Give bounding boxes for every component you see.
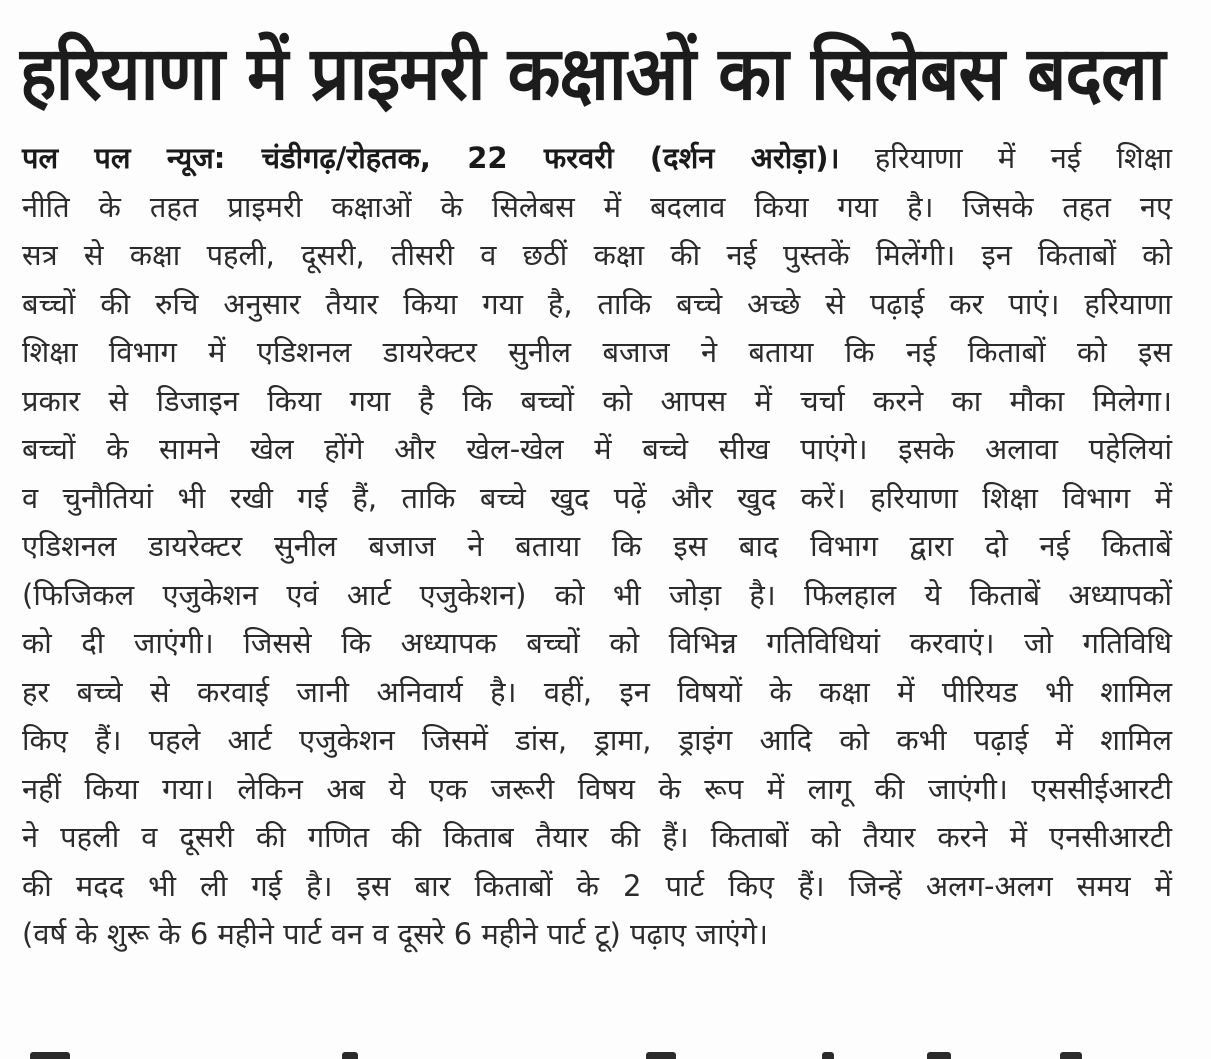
ink-fragment [30,1052,70,1059]
ink-fragment [342,1052,358,1059]
article-line: ने पहली व दूसरी की गणित की किताब तैयार की हैं। किताबों को तैयार करने में एनसीआरटी [22,820,1172,854]
ink-fragment [1060,1052,1082,1059]
cropped-next-line-fragment [22,1046,1172,1059]
ink-fragment [646,1052,676,1059]
article-line: किए हैं। पहले आर्ट एजुकेशन जिसमें डांस, ड्रामा, ड्राइंग आदि को कभी पढ़ाई में शामिल [22,723,1172,757]
article-line: बच्चों के सामने खेल होंगे और खेल-खेल में बच्चे सीख पाएंगे। इसके अलावा पहेलियां [22,432,1172,466]
ink-fragment [822,1052,834,1059]
article-line-1-text: हरियाणा में नई शिक्षा [839,141,1172,175]
article-line-1 [22,134,1172,183]
article-line: की मदद भी ली गई है। इस बार किताबों के 2 पार्ट किए हैं। जिन्हें अलग-अलग समय में [22,868,1172,903]
article-line: प्रकार से डिजाइन किया गया है कि बच्चों को आपस में चर्चा करने का मौका मिलेगा। [22,383,1172,418]
article-line: को दी जाएंगी। जिससे कि अध्यापक बच्चों को विभिन्न गतिविधियां करवाएं। जो गतिविधि [22,626,1172,660]
article-line: हर बच्चे से करवाई जानी अनिवार्य है। वहीं, इन विषयों के कक्षा में पीरियड भी शामिल [22,674,1172,709]
dateline: पल पल न्यूज: चंडीगढ़/रोहतक, 22 फरवरी (दर्शन अरोड़ा)। [22,141,840,175]
article-line: सत्र से कक्षा पहली, दूसरी, तीसरी व छठीं कक्षा की नई पुस्तकें मिलेंगी। इन किताबों को [22,238,1172,272]
article-line: (फिजिकल एजुकेशन एवं आर्ट एजुकेशन) को भी जोड़ा है। फिलहाल ये किताबें अध्यापकों [22,577,1172,612]
article-line: एडिशनल डायरेक्टर सुनील बजाज ने बताया कि इस बाद विभाग द्वारा दो नई किताबें [22,529,1172,563]
article-body [22,134,1172,959]
article-line: नहीं किया गया। लेकिन अब ये एक जरूरी विषय के रूप में लागू की जाएंगी। एससीईआरटी [22,771,1172,806]
ink-fragment [927,1052,951,1059]
article-line: नीति के तहत प्राइमरी कक्षाओं के सिलेबस में बदलाव किया गया है। जिसके तहत नए [22,189,1172,224]
article-line: व चुनौतियां भी रखी गई हैं, ताकि बच्चे खुद पढ़ें और खुद करें। हरियाणा शिक्षा विभाग में [22,480,1172,515]
article-line: बच्चों की रुचि अनुसार तैयार किया गया है, ताकि बच्चे अच्छे से पढ़ाई कर पाएं। हरियाणा [22,286,1172,321]
article-line-last: (वर्ष के शुरू के 6 महीने पार्ट वन व दूसरे 6 महीने पार्ट टू) पढ़ाए जाएंगे। [22,917,768,951]
article-line: शिक्षा विभाग में एडिशनल डायरेक्टर सुनील बजाज ने बताया कि नई किताबों को इस [22,335,1172,369]
headline: हरियाणा में प्राइमरी कक्षाओं का सिलेबस बदला [20,31,1165,117]
